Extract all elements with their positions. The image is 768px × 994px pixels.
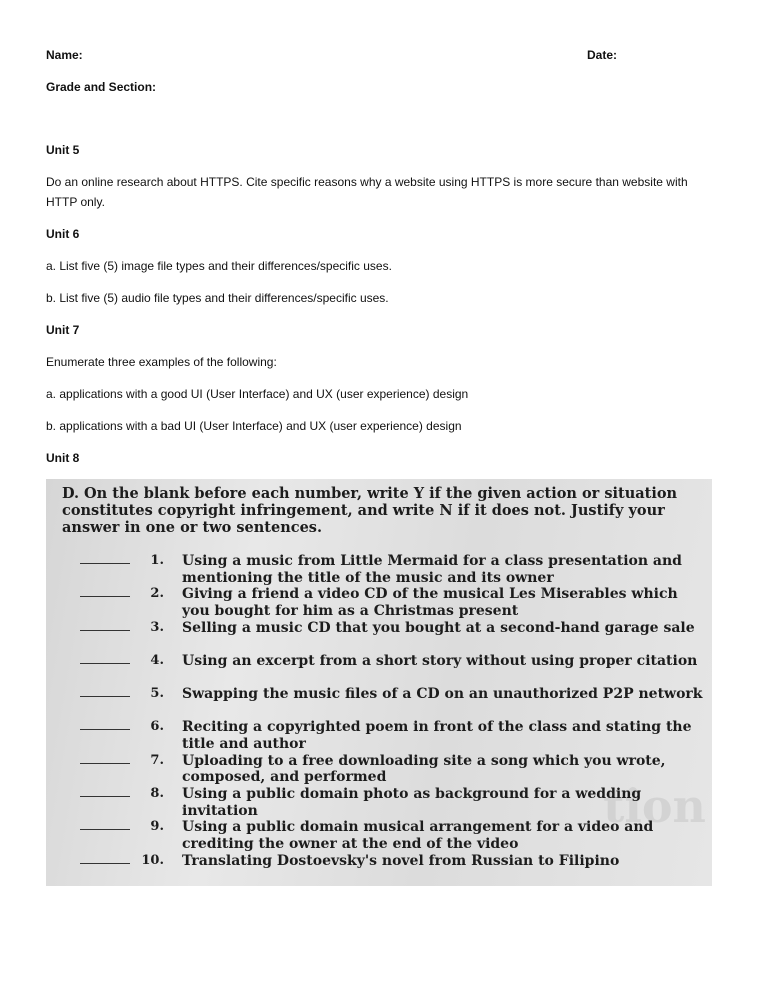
item-text: Reciting a copyrighted poem in front of the class and stating the title and author	[182, 719, 692, 752]
name-label: Name:	[46, 48, 83, 62]
answer-blank	[80, 620, 130, 631]
item-text: Using an excerpt from a short story without using proper citation	[182, 652, 698, 669]
list-item	[80, 586, 706, 619]
unit6-title: Unit 6	[46, 227, 80, 241]
item-number: 9.	[150, 819, 164, 835]
answer-blank	[80, 786, 130, 797]
list-item	[80, 553, 706, 586]
list-item	[80, 786, 706, 819]
unit8-title: Unit 8	[46, 451, 80, 465]
item-text: Translating Dostoevsky's novel from Russian to Filipino	[182, 852, 620, 869]
unit7-title: Unit 7	[46, 323, 80, 337]
answer-blank	[80, 586, 130, 597]
date-label: Date:	[587, 48, 618, 62]
scanned-worksheet-image	[46, 479, 712, 886]
item-number: 6.	[150, 719, 164, 735]
list-item	[80, 620, 706, 653]
unit5-text: Do an online research about HTTPS. Cite specific reasons why a website using HTTPS is more secure than website with HTTP only.	[46, 175, 688, 209]
unit6-item-a: a. List five (5) image file types and their differences/specific uses.	[46, 259, 392, 273]
item-number: 4.	[150, 652, 164, 668]
answer-blank	[80, 653, 130, 664]
scan-bleedthrough-artifact: tion	[603, 779, 706, 833]
item-number: 2.	[150, 586, 164, 602]
answer-blank	[80, 753, 130, 764]
item-text: Swapping the music files of a CD on an unauthorized P2P network	[182, 686, 703, 703]
list-item	[80, 853, 706, 886]
unit6-item-b: b. List five (5) audio file types and their differences/specific uses.	[46, 291, 389, 305]
item-number: 5.	[150, 686, 164, 702]
list-item	[80, 819, 706, 852]
item-text: Selling a music CD that you bought at a second-hand garage sale	[182, 619, 695, 636]
list-item	[80, 653, 706, 686]
answer-blank	[80, 686, 130, 697]
item-number: 8.	[150, 786, 164, 802]
unit7-intro: Enumerate three examples of the following:	[46, 355, 277, 369]
item-text: Using a music from Little Mermaid for a class presentation and mentioning the title of the music and its owner	[182, 553, 682, 586]
answer-blank	[80, 819, 130, 830]
instructions-text: On the blank before each number, write Y if the given action or situation constitutes copyright infringement, and write N if it does not. Justify your answer in one or two sentences.	[62, 485, 678, 536]
unit5-title: Unit 5	[46, 143, 80, 157]
list-item	[80, 686, 706, 719]
unit7-item-b: b. applications with a bad UI (User Interface) and UX (user experience) design	[46, 419, 462, 433]
item-number: 10.	[141, 852, 164, 868]
list-item	[80, 719, 706, 752]
unit7-item-a: a. applications with a good UI (User Interface) and UX (user experience) design	[46, 387, 469, 401]
scan-instructions	[62, 485, 702, 536]
item-text: Giving a friend a video CD of the musical Les Miserables which you bought for him as a Christmas present	[182, 586, 678, 619]
section-letter: D.	[62, 485, 80, 502]
answer-blank	[80, 553, 130, 564]
item-text: Uploading to a free downloading site a song which you wrote, composed, and performed	[182, 752, 666, 786]
item-number: 7.	[150, 752, 164, 768]
grade-section-label: Grade and Section:	[46, 80, 157, 94]
answer-blank	[80, 719, 130, 730]
item-number: 3.	[150, 619, 164, 635]
answer-blank	[80, 853, 130, 864]
item-text: Using a public domain photo as background for a wedding invitation	[182, 786, 642, 819]
item-text: Using a public domain musical arrangement for a video and crediting the owner at the end of the video	[182, 819, 654, 852]
item-number: 1.	[150, 553, 164, 568]
list-item	[80, 753, 706, 786]
scan-item-list	[80, 553, 706, 886]
